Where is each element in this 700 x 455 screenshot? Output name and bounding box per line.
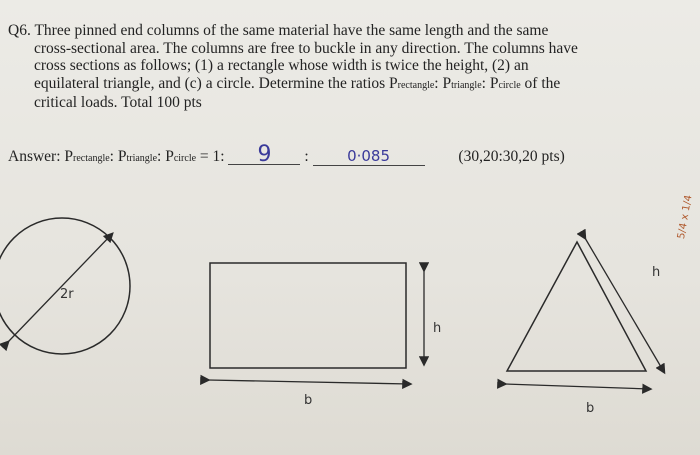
ratio-one: 1: xyxy=(212,148,225,165)
answer-sub-rectangle: rectangle xyxy=(73,153,110,164)
sub-rectangle: rectangle xyxy=(397,79,435,91)
sub-triangle: triangle xyxy=(451,79,482,91)
rectangle-base-arrow xyxy=(208,380,410,384)
question-line-5: critical loads. Total 100 pts xyxy=(34,94,202,111)
points-breakdown: (30,20:30,20 pts) xyxy=(458,148,565,165)
answer-sub-circle: circle xyxy=(173,153,197,164)
answer-sub-triangle: triangle xyxy=(126,153,158,164)
triangle-height-label: h xyxy=(652,265,661,280)
answer-blank-circle-ratio[interactable]: 0·085 xyxy=(313,147,425,166)
rectangle-outline xyxy=(210,263,406,368)
triangle-base-arrow xyxy=(505,384,650,389)
ratio-colon: : xyxy=(304,148,309,165)
p-symbol-2: P xyxy=(117,148,127,165)
circle-figure xyxy=(0,218,130,354)
question-line-1-text: Three pinned end columns of the same material have the same length and the same xyxy=(34,22,549,39)
answer-label: Answer: xyxy=(8,148,61,165)
rectangle-height-label: h xyxy=(433,321,442,336)
circle-diameter-label: 2r xyxy=(60,287,74,302)
question-line-4: equilateral triangle, and (c) a circle. Determine the ratios Prectangle: Ptriangle: Pcircle of the xyxy=(34,74,561,92)
question-line-3: cross sections as follows; (1) a rectangle whose width is twice the height, (2) an xyxy=(34,57,529,74)
p-symbol-1: P xyxy=(64,148,74,165)
answer-blank-triangle-ratio[interactable]: 9 xyxy=(228,146,300,165)
circle-outline xyxy=(0,218,130,354)
triangle-figure xyxy=(505,238,664,416)
triangle-height-arrow xyxy=(585,238,664,372)
question-number: Q6. xyxy=(8,22,31,39)
rectangle-base-label: b xyxy=(304,393,313,408)
margin-handwritten-note: 5/4 x 1/4 xyxy=(676,194,695,240)
equals-sign: = xyxy=(199,148,209,165)
answer-line: Answer: Prectangle: Ptriangle: Pcircle = 1: 9 : 0·085 (30,20:30,20 pts) xyxy=(8,142,565,167)
ratio-suffix: of the xyxy=(524,74,561,92)
sub-circle: circle xyxy=(498,79,521,91)
p-symbol-3: P xyxy=(165,148,174,165)
rectangle-figure xyxy=(208,263,441,408)
question-line-2: cross-sectional area. The columns are free to buckle in any direction. The columns have xyxy=(34,39,578,57)
triangle-base-label: b xyxy=(586,401,595,416)
question-line-4-text: equilateral triangle, and (c) a circle. Determine the ratios P xyxy=(34,74,398,92)
